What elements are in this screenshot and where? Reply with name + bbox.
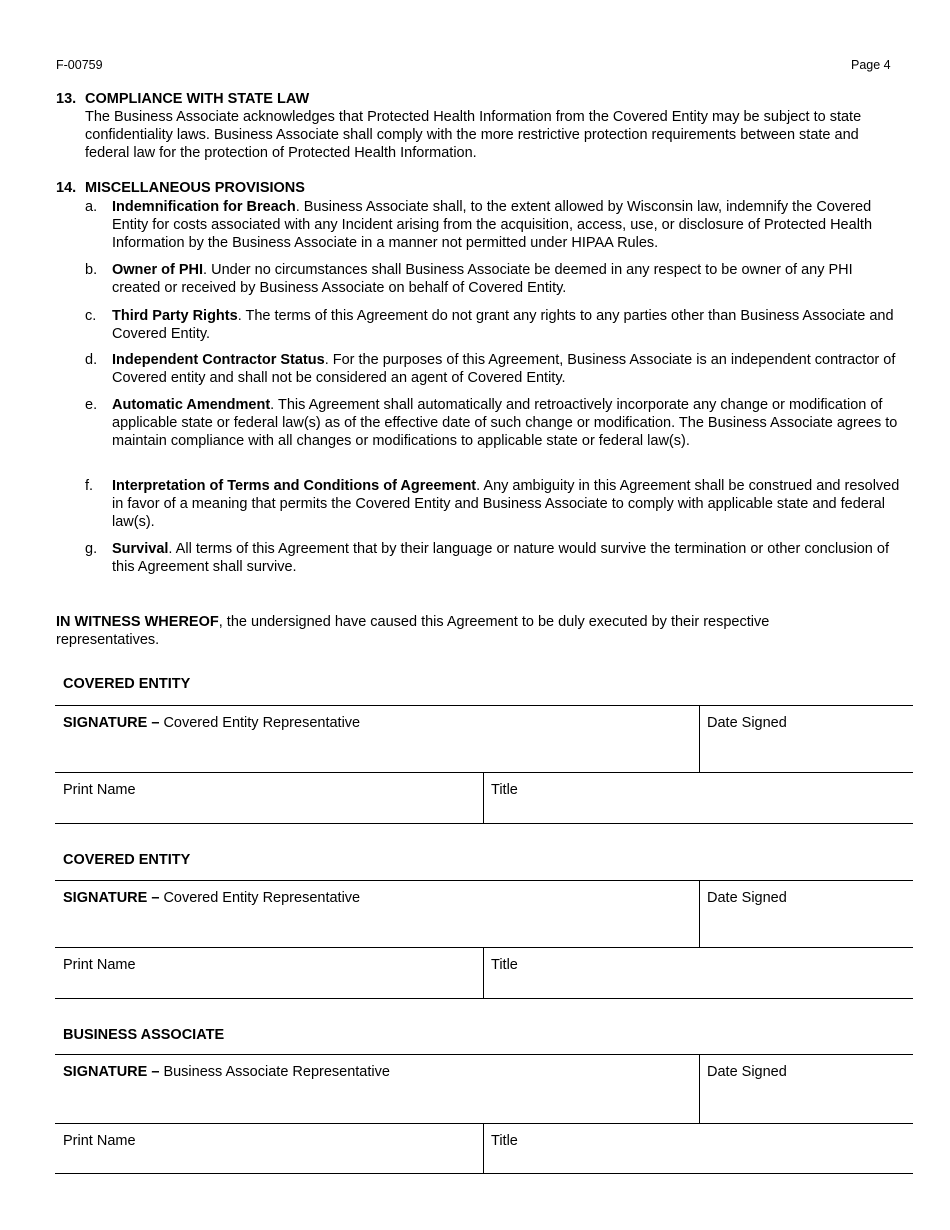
- signature-field[interactable]: [55, 705, 699, 772]
- print-name-label: Print Name: [63, 957, 136, 973]
- witness-text: , the undersigned have caused this Agreement to be duly executed by their respective representatives.: [56, 614, 770, 648]
- date-signed-label: Date Signed: [707, 890, 787, 906]
- section-14-title: MISCELLANEOUS PROVISIONS: [85, 180, 305, 196]
- divider: [55, 998, 913, 999]
- provision-letter: c.: [85, 308, 97, 324]
- signature-label: SIGNATURE – Covered Entity Representative: [63, 715, 361, 731]
- provision-term: Owner of PHI: [112, 262, 204, 278]
- witness-statement: [56, 613, 856, 649]
- title-field[interactable]: [483, 1123, 913, 1173]
- title-label: Title: [491, 957, 518, 973]
- provision-item-a: [85, 198, 905, 252]
- provision-term: Survival: [112, 541, 169, 557]
- signature-label: SIGNATURE – Business Associate Representative: [63, 1064, 390, 1080]
- signature-label: SIGNATURE – Covered Entity Representative: [63, 890, 361, 906]
- provision-item-e: [85, 396, 905, 450]
- page-number: Page 4: [851, 58, 891, 72]
- date-signed-label: Date Signed: [707, 715, 787, 731]
- provision-letter: a.: [85, 199, 98, 215]
- provision-text: . The terms of this Agreement do not grant any rights to any parties other than Business Associate and Covered Entity.: [112, 308, 894, 342]
- provision-text: . For the purposes of this Agreement, Business Associate is an independent contractor of Covered entity and shall not be considered an agent of Covered Entity.: [112, 352, 896, 386]
- business-associate-label: BUSINESS ASSOCIATE: [63, 1027, 225, 1043]
- signature-field[interactable]: [55, 1054, 699, 1123]
- date-signed-field[interactable]: [699, 880, 913, 947]
- print-name-field[interactable]: [55, 1123, 483, 1173]
- title-label: Title: [491, 782, 518, 798]
- date-signed-field[interactable]: [699, 705, 913, 772]
- provision-letter: f.: [85, 478, 94, 494]
- title-field[interactable]: [483, 772, 913, 823]
- provision-text: . Any ambiguity in this Agreement shall be construed and resolved in favor of a meaning that permits the Covered Entity and Business Associate to comply with applicable state and federal law(s).: [112, 478, 900, 530]
- provision-item-b: [85, 261, 905, 297]
- provision-item-f: [85, 477, 905, 531]
- signature-field[interactable]: [55, 880, 699, 947]
- provision-text: . All terms of this Agreement that by their language or nature would survive the termination or other conclusion of this Agreement shall survive.: [112, 541, 889, 575]
- title-label: Title: [491, 1133, 518, 1149]
- title-field[interactable]: [483, 947, 913, 998]
- divider: [55, 823, 913, 824]
- witness-lead: IN WITNESS WHEREOF: [56, 614, 219, 630]
- provision-item-g: [85, 540, 905, 576]
- provision-term: Automatic Amendment: [112, 397, 271, 413]
- provision-item-c: [85, 307, 905, 343]
- form-id: F-00759: [56, 58, 103, 72]
- provision-letter: g.: [85, 541, 98, 557]
- print-name-field[interactable]: [55, 772, 483, 823]
- date-signed-label: Date Signed: [707, 1064, 787, 1080]
- provision-letter: b.: [85, 262, 98, 278]
- section-13-body: The Business Associate acknowledges that Protected Health Information from the Covered Entity may be subject to state confidentiality laws. Business Associate shall comply with the more restrictive protection requirements between state and federal law for the protection of Protected Health Information.: [85, 109, 862, 161]
- provision-item-d: [85, 351, 905, 387]
- provision-term: Interpretation of Terms and Conditions of Agreement: [112, 478, 477, 494]
- section-13-heading: [56, 90, 309, 108]
- covered-entity-label: COVERED ENTITY: [63, 676, 191, 692]
- provision-term: Independent Contractor Status: [112, 352, 325, 368]
- print-name-field[interactable]: [55, 947, 483, 998]
- section-14-heading: [56, 179, 305, 197]
- section-13-number: 13.: [56, 91, 77, 107]
- print-name-label: Print Name: [63, 782, 136, 798]
- provision-term: Indemnification for Breach: [112, 199, 296, 215]
- section-13-title: COMPLIANCE WITH STATE LAW: [85, 91, 310, 107]
- covered-entity-label: COVERED ENTITY: [63, 852, 191, 868]
- print-name-label: Print Name: [63, 1133, 136, 1149]
- provision-text: . Business Associate shall, to the extent allowed by Wisconsin law, indemnify the Covered Entity for costs associated with any Incident arising from the acquisition, access, use, or disclosure of Protected Health Information by the Business Associate in a manner not permitted under HIPAA Rules.: [112, 199, 873, 251]
- provision-text: . Under no circumstances shall Business Associate be deemed in any respect to be owner of any PHI created or received by Business Associate on behalf of Covered Entity.: [112, 262, 853, 296]
- divider: [55, 1173, 913, 1174]
- provision-text: . This Agreement shall automatically and retroactively incorporate any change or modification of applicable state or federal law(s) as of the effective date of such change or modification. The Business Associate agrees to maintain compliance with all changes or modifications to applicable state or federal law(s).: [112, 397, 898, 449]
- date-signed-field[interactable]: [699, 1054, 913, 1123]
- provision-term: Third Party Rights: [112, 308, 238, 324]
- section-14-number: 14.: [56, 180, 77, 196]
- provision-letter: e.: [85, 397, 98, 413]
- provision-letter: d.: [85, 352, 98, 368]
